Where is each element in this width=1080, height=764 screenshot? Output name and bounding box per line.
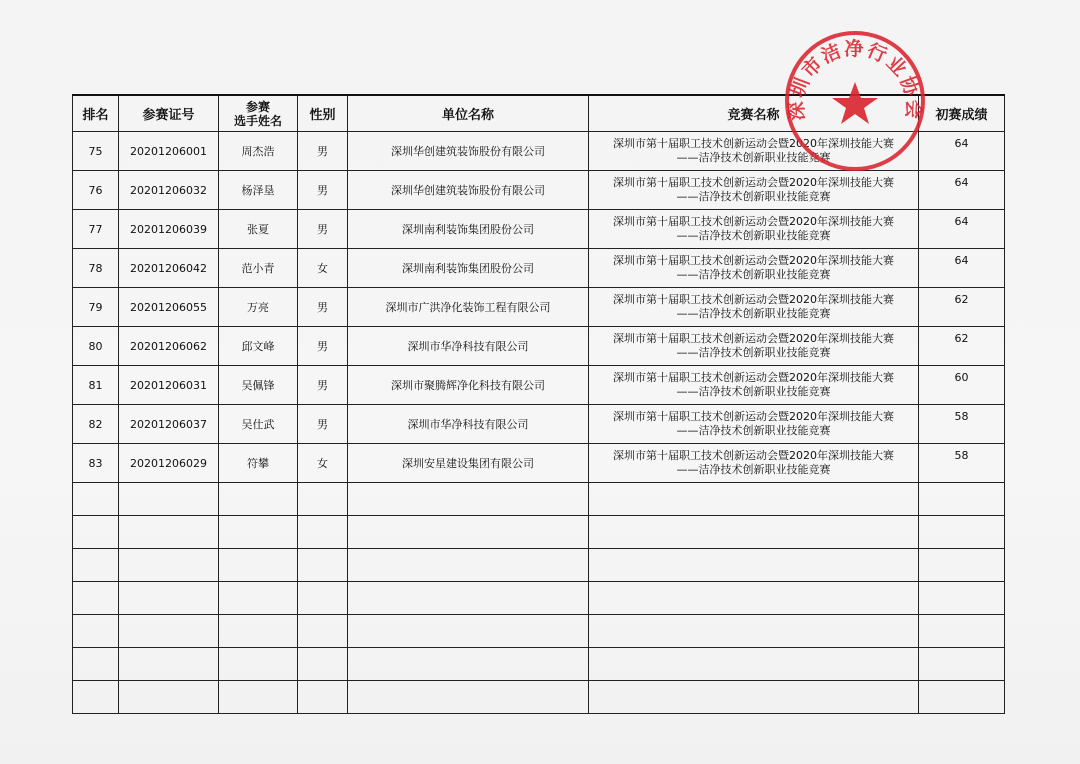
cell-rank: 79 <box>73 288 119 327</box>
empty-cell <box>119 681 219 714</box>
cell-cert-no: 20201206037 <box>119 405 219 444</box>
cell-gender: 男 <box>298 288 348 327</box>
cell-rank: 83 <box>73 444 119 483</box>
cell-cert-no: 20201206039 <box>119 210 219 249</box>
cell-contest <box>589 327 919 366</box>
cell-company: 深圳南利装饰集团股份公司 <box>348 210 589 249</box>
contest-line2: ——洁净技术创新职业技能竞赛 <box>676 307 831 320</box>
cell-contest <box>589 171 919 210</box>
cell-name: 吴佩锋 <box>219 366 298 405</box>
table-row <box>73 132 1005 171</box>
cell-contest <box>589 366 919 405</box>
empty-cell <box>119 549 219 582</box>
cell-company: 深圳市广洪净化装饰工程有限公司 <box>348 288 589 327</box>
empty-cell <box>219 549 298 582</box>
cell-rank: 81 <box>73 366 119 405</box>
empty-table-row <box>73 648 1005 681</box>
contest-line2: ——洁净技术创新职业技能竞赛 <box>676 151 831 164</box>
contest-line2: ——洁净技术创新职业技能竞赛 <box>676 385 831 398</box>
empty-cell <box>919 681 1005 714</box>
contest-line2: ——洁净技术创新职业技能竞赛 <box>676 190 831 203</box>
cell-cert-no: 20201206001 <box>119 132 219 171</box>
cell-name: 吴仕武 <box>219 405 298 444</box>
contest-line1: 深圳市第十届职工技术创新运动会暨2020年深圳技能大赛 <box>613 254 894 267</box>
empty-cell <box>119 582 219 615</box>
empty-cell <box>298 516 348 549</box>
empty-table-row <box>73 615 1005 648</box>
header-cert-no: 参赛证号 <box>119 95 219 132</box>
empty-cell <box>219 681 298 714</box>
header-contestant-name-line2: 选手姓名 <box>233 113 282 128</box>
empty-cell <box>919 648 1005 681</box>
empty-cell <box>219 648 298 681</box>
cell-score: 62 <box>919 327 1005 366</box>
empty-cell <box>298 582 348 615</box>
cell-contest <box>589 288 919 327</box>
header-gender: 性别 <box>298 95 348 132</box>
cell-score: 64 <box>919 210 1005 249</box>
table-row <box>73 405 1005 444</box>
cell-contest <box>589 210 919 249</box>
empty-cell <box>589 516 919 549</box>
empty-cell <box>298 615 348 648</box>
contest-line1: 深圳市第十届职工技术创新运动会暨2020年深圳技能大赛 <box>613 332 894 345</box>
table-row <box>73 444 1005 483</box>
cell-rank: 77 <box>73 210 119 249</box>
contest-line2: ——洁净技术创新职业技能竞赛 <box>676 424 831 437</box>
cell-contest <box>589 249 919 288</box>
cell-name: 张夏 <box>219 210 298 249</box>
empty-cell <box>919 582 1005 615</box>
cell-cert-no: 20201206032 <box>119 171 219 210</box>
cell-gender: 男 <box>298 171 348 210</box>
empty-cell <box>73 582 119 615</box>
empty-cell <box>119 648 219 681</box>
cell-company: 深圳南利装饰集团股份公司 <box>348 249 589 288</box>
empty-cell <box>919 615 1005 648</box>
cell-cert-no: 20201206062 <box>119 327 219 366</box>
empty-cell <box>219 582 298 615</box>
empty-cell <box>219 615 298 648</box>
empty-cell <box>298 483 348 516</box>
empty-cell <box>348 681 589 714</box>
cell-gender: 女 <box>298 249 348 288</box>
cell-contest <box>589 444 919 483</box>
cell-rank: 78 <box>73 249 119 288</box>
cell-rank: 80 <box>73 327 119 366</box>
empty-table-row <box>73 681 1005 714</box>
cell-score: 64 <box>919 171 1005 210</box>
empty-cell <box>73 516 119 549</box>
empty-cell <box>348 615 589 648</box>
table-row <box>73 249 1005 288</box>
score-table <box>72 94 1005 714</box>
empty-cell <box>73 549 119 582</box>
empty-cell <box>298 681 348 714</box>
cell-company: 深圳市华净科技有限公司 <box>348 405 589 444</box>
cell-gender: 男 <box>298 132 348 171</box>
contest-line1: 深圳市第十届职工技术创新运动会暨2020年深圳技能大赛 <box>613 293 894 306</box>
cell-name: 符攀 <box>219 444 298 483</box>
cell-rank: 76 <box>73 171 119 210</box>
cell-gender: 男 <box>298 405 348 444</box>
empty-table-row <box>73 483 1005 516</box>
empty-cell <box>298 648 348 681</box>
empty-cell <box>73 681 119 714</box>
cell-score: 58 <box>919 444 1005 483</box>
contest-line1: 深圳市第十届职工技术创新运动会暨2020年深圳技能大赛 <box>613 449 894 462</box>
cell-cert-no: 20201206031 <box>119 366 219 405</box>
cell-gender: 男 <box>298 366 348 405</box>
cell-company: 深圳安星建设集团有限公司 <box>348 444 589 483</box>
cell-score: 58 <box>919 405 1005 444</box>
cell-score: 64 <box>919 132 1005 171</box>
table-row <box>73 210 1005 249</box>
header-score: 初赛成绩 <box>919 95 1005 132</box>
header-contestant-name <box>219 95 298 132</box>
cell-contest <box>589 132 919 171</box>
contest-line2: ——洁净技术创新职业技能竞赛 <box>676 268 831 281</box>
cell-gender: 女 <box>298 444 348 483</box>
cell-gender: 男 <box>298 210 348 249</box>
cell-cert-no: 20201206055 <box>119 288 219 327</box>
cell-name: 万亮 <box>219 288 298 327</box>
cell-rank: 82 <box>73 405 119 444</box>
empty-cell <box>589 615 919 648</box>
cell-cert-no: 20201206029 <box>119 444 219 483</box>
contest-line2: ——洁净技术创新职业技能竞赛 <box>676 229 831 242</box>
cell-company: 深圳华创建筑装饰股份有限公司 <box>348 132 589 171</box>
table-row <box>73 288 1005 327</box>
empty-cell <box>589 582 919 615</box>
empty-cell <box>73 483 119 516</box>
cell-name: 杨泽垦 <box>219 171 298 210</box>
empty-cell <box>219 516 298 549</box>
empty-cell <box>73 615 119 648</box>
empty-table-row <box>73 549 1005 582</box>
contest-line2: ——洁净技术创新职业技能竞赛 <box>676 463 831 476</box>
cell-score: 64 <box>919 249 1005 288</box>
empty-cell <box>348 648 589 681</box>
seal-text: 深圳市洁净行业协会 <box>785 38 925 122</box>
cell-name: 范小青 <box>219 249 298 288</box>
cell-cert-no: 20201206042 <box>119 249 219 288</box>
cell-rank: 75 <box>73 132 119 171</box>
empty-cell <box>119 615 219 648</box>
empty-cell <box>348 549 589 582</box>
table-body <box>73 132 1005 714</box>
empty-cell <box>298 549 348 582</box>
empty-cell <box>348 582 589 615</box>
empty-cell <box>589 681 919 714</box>
empty-cell <box>919 549 1005 582</box>
empty-cell <box>348 516 589 549</box>
cell-company: 深圳市华净科技有限公司 <box>348 327 589 366</box>
cell-company: 深圳市聚腾辉净化科技有限公司 <box>348 366 589 405</box>
table-header-row <box>73 95 1005 132</box>
table-row <box>73 327 1005 366</box>
empty-cell <box>919 516 1005 549</box>
cell-company: 深圳华创建筑装饰股份有限公司 <box>348 171 589 210</box>
empty-cell <box>348 483 589 516</box>
empty-cell <box>219 483 298 516</box>
empty-cell <box>919 483 1005 516</box>
contest-line2: ——洁净技术创新职业技能竞赛 <box>676 346 831 359</box>
empty-table-row <box>73 516 1005 549</box>
empty-cell <box>589 483 919 516</box>
header-contestant-name-line1: 参赛 <box>245 99 270 114</box>
contest-line1: 深圳市第十届职工技术创新运动会暨2020年深圳技能大赛 <box>613 137 894 150</box>
contest-line1: 深圳市第十届职工技术创新运动会暨2020年深圳技能大赛 <box>613 410 894 423</box>
cell-name: 邱文峰 <box>219 327 298 366</box>
contest-line1: 深圳市第十届职工技术创新运动会暨2020年深圳技能大赛 <box>613 176 894 189</box>
header-contest: 竞赛名称 <box>589 95 919 132</box>
cell-score: 62 <box>919 288 1005 327</box>
empty-cell <box>119 483 219 516</box>
cell-name: 周杰浩 <box>219 132 298 171</box>
table-row <box>73 171 1005 210</box>
empty-cell <box>589 648 919 681</box>
empty-cell <box>73 648 119 681</box>
header-company: 单位名称 <box>348 95 589 132</box>
empty-cell <box>589 549 919 582</box>
cell-contest <box>589 405 919 444</box>
cell-gender: 男 <box>298 327 348 366</box>
cell-score: 60 <box>919 366 1005 405</box>
contest-line1: 深圳市第十届职工技术创新运动会暨2020年深圳技能大赛 <box>613 371 894 384</box>
contest-line1: 深圳市第十届职工技术创新运动会暨2020年深圳技能大赛 <box>613 215 894 228</box>
header-rank: 排名 <box>73 95 119 132</box>
table-row <box>73 366 1005 405</box>
empty-cell <box>119 516 219 549</box>
empty-table-row <box>73 582 1005 615</box>
